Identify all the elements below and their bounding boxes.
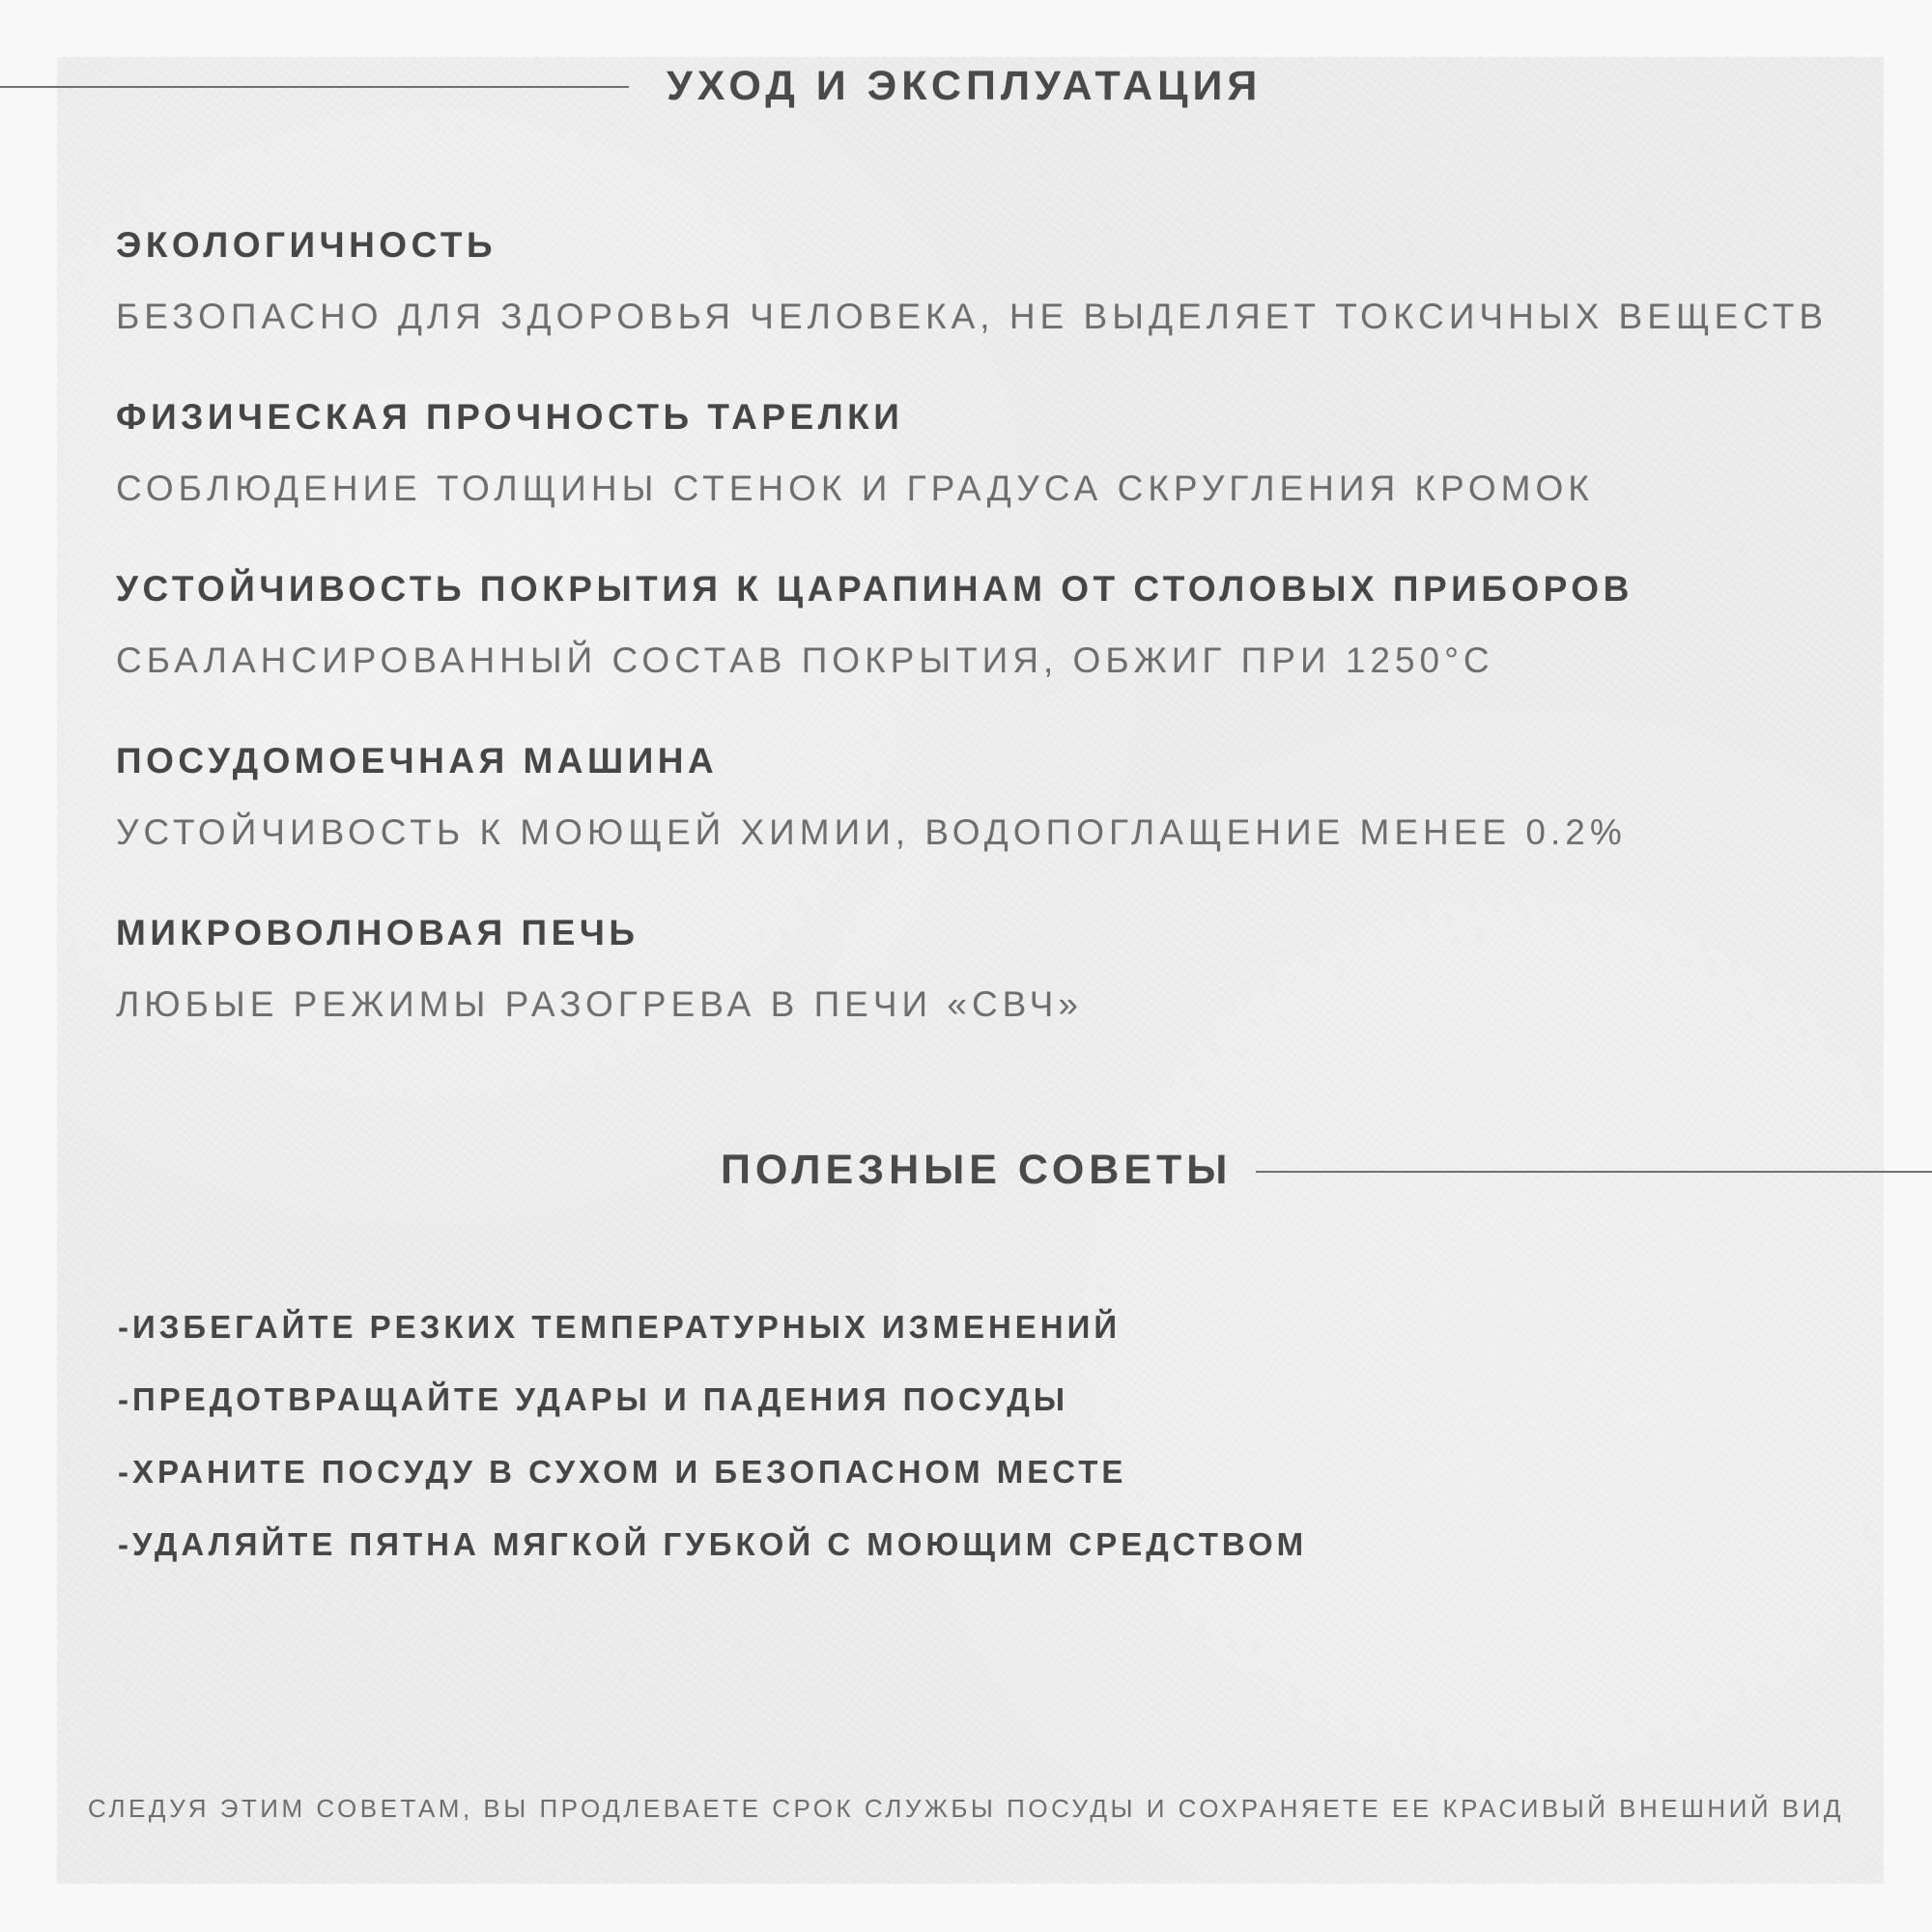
feature-title: ФИЗИЧЕСКАЯ ПРОЧНОСТЬ ТАРЕЛКИ — [116, 397, 904, 437]
feature-description: ЛЮБЫЕ РЕЖИМЫ РАЗОГРЕВА В ПЕЧИ «СВЧ» — [116, 984, 1083, 1024]
tips-section-rule — [1256, 1171, 1932, 1173]
feature-title: ПОСУДОМОЕЧНАЯ МАШИНА — [116, 741, 719, 781]
feature-title: ЭКОЛОГИЧНОСТЬ — [116, 225, 497, 265]
care-section-rule — [0, 86, 629, 88]
feature-title: МИКРОВОЛНОВАЯ ПЕЧЬ — [116, 913, 639, 952]
feature-title: УСТОЙЧИВОСТЬ ПОКРЫТИЯ К ЦАРАПИНАМ ОТ СТОЛОВЫХ ПРИБОРОВ — [116, 569, 1634, 609]
feature-description: СБАЛАНСИРОВАННЫЙ СОСТАВ ПОКРЫТИЯ, ОБЖИГ ПРИ 1250°С — [116, 640, 1494, 680]
feature-description: БЕЗОПАСНО ДЛЯ ЗДОРОВЬЯ ЧЕЛОВЕКА, НЕ ВЫДЕЛЯЕТ ТОКСИЧНЫХ ВЕЩЕСТВ — [116, 297, 1829, 336]
tips-list — [118, 1304, 1307, 1594]
footer-note: СЛЕДУЯ ЭТИМ СОВЕТАМ, ВЫ ПРОДЛЕВАЕТЕ СРОК СЛУЖБЫ ПОСУДЫ И СОХРАНЯЕТЕ ЕЕ КРАСИВЫЙ ВНЕШНИЙ ВИД — [88, 1794, 1844, 1823]
feature-item-strength — [116, 392, 1835, 564]
tip-item: -ПРЕДОТВРАЩАЙТЕ УДАРЫ И ПАДЕНИЯ ПОСУДЫ — [118, 1381, 1069, 1417]
tips-section-title: ПОЛЕЗНЫЕ СОВЕТЫ — [721, 1147, 1233, 1193]
tip-item: -ХРАНИТЕ ПОСУДУ В СУХОМ И БЕЗОПАСНОМ МЕСТЕ — [118, 1454, 1127, 1490]
tip-item: -ИЗБЕГАЙТЕ РЕЗКИХ ТЕМПЕРАТУРНЫХ ИЗМЕНЕНИЙ — [118, 1309, 1122, 1345]
feature-item-microwave — [116, 908, 1835, 1080]
care-section-title: УХОД И ЭКСПЛУАТАЦИЯ — [667, 63, 1263, 109]
tip-item: -УДАЛЯЙТЕ ПЯТНА МЯГКОЙ ГУБКОЙ С МОЮЩИМ СРЕДСТВОМ — [118, 1526, 1308, 1562]
feature-item-ecology — [116, 220, 1835, 392]
feature-list — [116, 220, 1835, 1080]
feature-item-scratch-resistance — [116, 564, 1835, 736]
feature-description: УСТОЙЧИВОСТЬ К МОЮЩЕЙ ХИМИИ, ВОДОПОГЛАЩЕНИЕ МЕНЕЕ 0.2% — [116, 812, 1627, 852]
feature-description: СОБЛЮДЕНИЕ ТОЛЩИНЫ СТЕНОК И ГРАДУСА СКРУГЛЕНИЯ КРОМОК — [116, 469, 1594, 508]
feature-item-dishwasher — [116, 736, 1835, 908]
